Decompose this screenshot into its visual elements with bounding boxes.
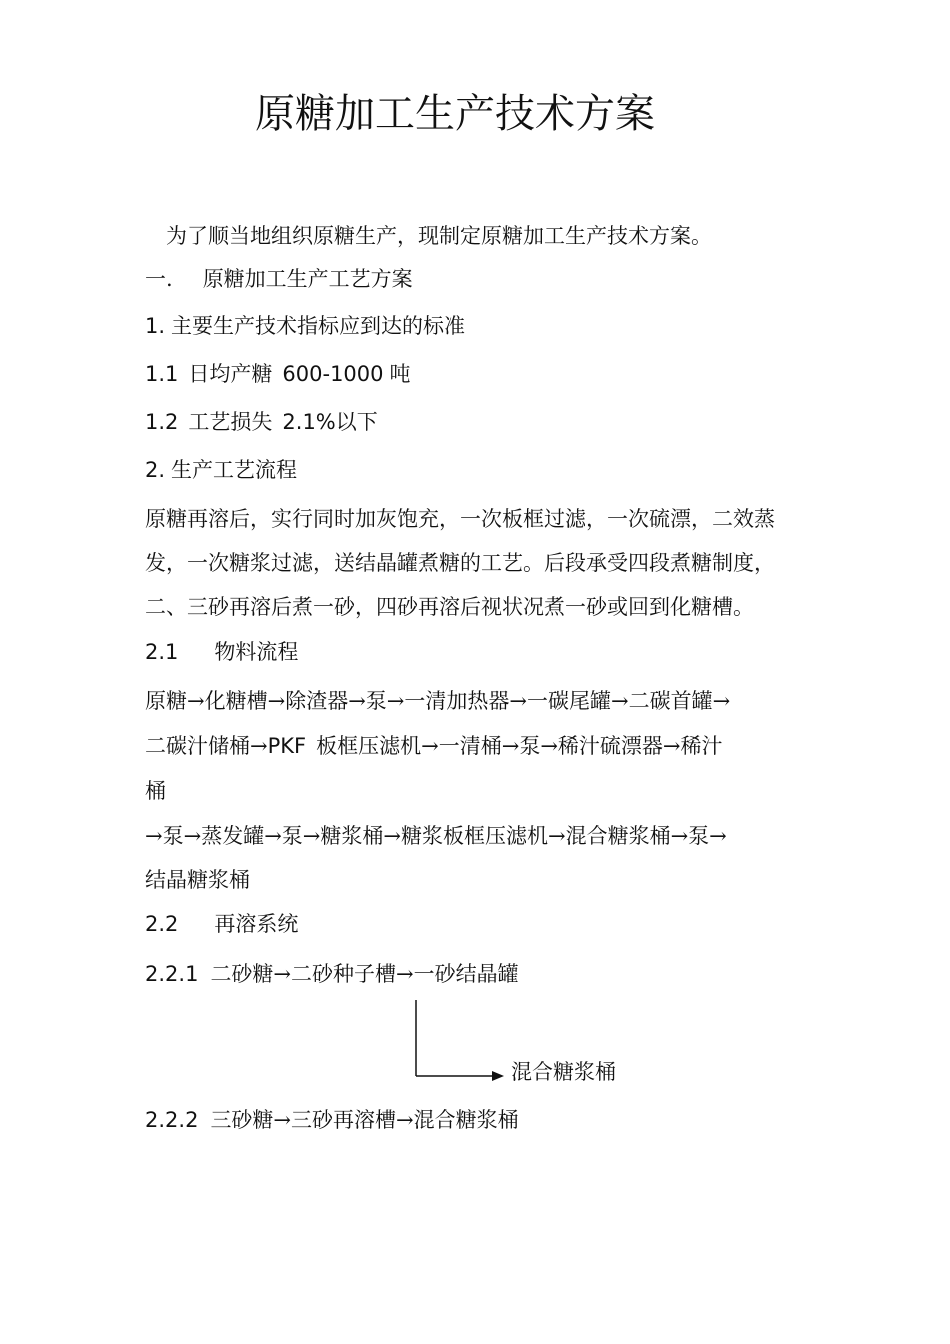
item-value: 2.1% xyxy=(282,410,336,434)
subsection-2-2-2 xyxy=(145,1106,519,1134)
flow-line: →泵→蒸发罐→泵→糖浆桶→糖浆板框压滤机→混合糖浆桶→泵→ xyxy=(145,824,727,848)
item-1-1 xyxy=(145,360,411,388)
item-value: 600-1000 xyxy=(282,362,384,386)
flow-text: 板框压滤机→一清桶→泵→稀汁硫漂器→稀汁 xyxy=(316,734,723,758)
item-heading xyxy=(145,312,465,340)
intro-paragraph: 为了顺当地组织原糖生产，现制定原糖加工生产技术方案。 xyxy=(166,224,712,248)
flow-line xyxy=(145,732,723,760)
branch-label: 混合糖浆桶 xyxy=(511,1060,616,1084)
flow-line: 原糖→化糖槽→除渣器→泵→一清加热器→一碳尾罐→二碳首罐→ xyxy=(145,689,731,713)
item-text: 三砂糖→三砂再溶槽→混合糖浆桶 xyxy=(210,1108,519,1132)
section-title: 原糖加工生产工艺方案 xyxy=(202,267,413,291)
item-number: 2.2.2 xyxy=(145,1108,199,1132)
item-text: 物料流程 xyxy=(214,640,299,664)
section-number: 一. xyxy=(145,267,173,291)
flow-text: 二碳汁储桶→ xyxy=(145,734,268,758)
item-number: 1.1 xyxy=(145,362,179,386)
item-number: 2. xyxy=(145,458,166,482)
item-text: 再溶系统 xyxy=(214,912,299,936)
item-unit: 吨 xyxy=(389,362,411,386)
flow-line: 桶 xyxy=(145,779,166,803)
item-number: 2.1 xyxy=(145,640,179,664)
process-paragraph-line: 原糖再溶后，实行同时加灰饱充，一次板框过滤，一次硫漂，二效蒸 xyxy=(145,507,775,531)
item-number: 2.2 xyxy=(145,912,179,936)
item-text: 主要生产技术指标应到达的标准 xyxy=(171,314,466,338)
arrow-head-icon xyxy=(492,1071,504,1081)
item-number: 1.2 xyxy=(145,410,179,434)
item-number: 1. xyxy=(145,314,166,338)
subsection-2-2-1 xyxy=(145,960,519,988)
section-heading-1 xyxy=(145,265,413,293)
process-paragraph-line: 二、三砂再溶后煮一砂，四砂再溶后视状况煮一砂或回到化糖槽。 xyxy=(145,595,754,619)
item-number: 2.2.1 xyxy=(145,962,199,986)
item-text: 生产工艺流程 xyxy=(171,458,298,482)
item-text: 二砂糖→二砂种子槽→一砂结晶罐 xyxy=(210,962,519,986)
item-heading-2 xyxy=(145,456,297,484)
item-1-2 xyxy=(145,408,378,436)
item-unit: 以下 xyxy=(335,410,378,434)
subsection-2-2 xyxy=(145,910,298,938)
process-paragraph-line: 发，一次糖浆过滤，送结晶罐煮糖的工艺。后段承受四段煮糖制度， xyxy=(145,551,775,575)
document-title: 原糖加工生产技术方案 xyxy=(255,91,655,137)
item-text: 日均产糖 xyxy=(188,362,273,386)
subsection-2-1 xyxy=(145,638,298,666)
flow-text-equipment: PKF xyxy=(267,734,307,758)
flow-line: 结晶糖浆桶 xyxy=(145,868,250,892)
item-text: 工艺损失 xyxy=(188,410,273,434)
